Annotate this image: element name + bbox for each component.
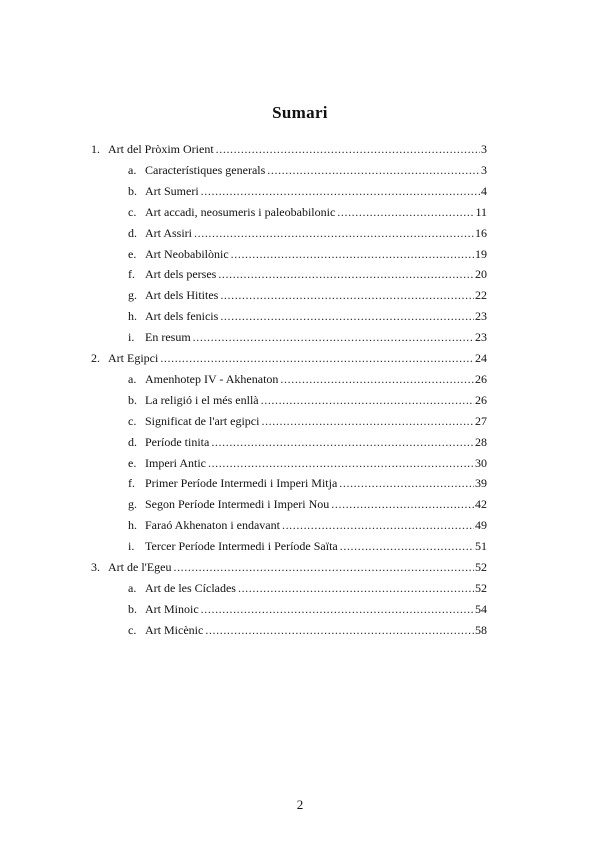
- toc-entry-page: 26: [475, 371, 487, 386]
- toc-entry-number: e.: [128, 455, 137, 470]
- toc-entry-label: Significat de l'art egipci: [145, 413, 260, 428]
- toc-entry-label: Art Micènic: [145, 622, 204, 637]
- toc-entry-page: 52: [475, 560, 487, 574]
- toc-entry-number: h.: [128, 309, 137, 324]
- toc-entry-line: [145, 494, 487, 514]
- toc-entry-label: Tercer Període Intermedi i Període Saïta: [145, 539, 338, 554]
- toc-entry-number: f.: [128, 267, 135, 282]
- toc-dot-leader: [194, 223, 474, 243]
- toc-entry-line: [108, 139, 487, 159]
- toc-entry[interactable]: [0, 181, 600, 201]
- toc-dot-leader: [261, 411, 474, 431]
- toc-entry-number: f.: [128, 476, 135, 491]
- toc-entry-label: Art Minoic: [145, 601, 199, 616]
- toc-dot-leader: [201, 181, 480, 201]
- toc-entry[interactable]: [0, 473, 600, 493]
- toc-entry-line: [145, 578, 487, 598]
- toc-dot-leader: [205, 620, 474, 640]
- toc-dot-leader: [216, 139, 480, 159]
- toc-entry-line: [145, 327, 487, 347]
- toc-entry[interactable]: [0, 620, 600, 640]
- toc-entry-page: 39: [475, 476, 487, 491]
- toc-dot-leader: [211, 432, 474, 452]
- toc-entry-line: [108, 557, 487, 577]
- toc-dot-leader: [160, 348, 474, 368]
- toc-entry-label: Segon Període Intermedi i Imperi Nou: [145, 497, 330, 512]
- toc-entry[interactable]: [0, 264, 600, 284]
- toc-entry-line: [145, 390, 487, 410]
- toc-entry-label: Faraó Akhenaton i endavant: [145, 518, 280, 533]
- toc-entry-line: [145, 432, 487, 452]
- toc-entry[interactable]: [0, 557, 600, 577]
- toc-entry[interactable]: [0, 348, 600, 368]
- toc-entry-number: b.: [128, 601, 137, 616]
- toc-entry-label: Art dels fenicis: [145, 309, 219, 324]
- toc-entry-label: Art Neobabilònic: [145, 246, 229, 261]
- toc-entry-page: 24: [475, 351, 487, 365]
- toc-entry-page: 23: [475, 309, 487, 324]
- toc-entry-line: [145, 620, 487, 640]
- toc-entry-number: i.: [128, 539, 135, 554]
- toc-entry[interactable]: [0, 515, 600, 535]
- toc-entry[interactable]: [0, 285, 600, 305]
- toc-entry-label: Primer Període Intermedi i Imperi Mitja: [145, 476, 338, 491]
- toc-entry-number: e.: [128, 246, 137, 261]
- toc-entry-label: La religió i el més enllà: [145, 392, 259, 407]
- toc-entry-label: Art de l'Egeu: [108, 560, 172, 574]
- toc-entry-label: Art dels perses: [145, 267, 217, 282]
- toc-entry-line: [145, 202, 487, 222]
- toc-entry-page: 4: [481, 183, 487, 198]
- toc-entry-page: 16: [475, 225, 487, 240]
- toc-entry[interactable]: [0, 494, 600, 514]
- toc-entry-line: [145, 599, 487, 619]
- page-title: Sumari: [272, 103, 328, 122]
- toc-dot-leader: [173, 557, 474, 577]
- toc-entry-line: [145, 473, 487, 493]
- toc-entry-label: Art accadi, neosumeris i paleobabilonic: [145, 204, 336, 219]
- toc-entry[interactable]: [0, 160, 600, 180]
- toc-dot-leader: [238, 578, 474, 598]
- toc-entry-number: b.: [128, 392, 137, 407]
- toc-entry-page: 3: [481, 162, 487, 177]
- toc-entry-number: 2.: [91, 351, 100, 365]
- toc-entry-number: a.: [128, 371, 137, 386]
- toc-entry-label: Art Sumeri: [145, 183, 199, 198]
- toc-entry-line: [145, 453, 487, 473]
- toc-entry[interactable]: [0, 432, 600, 452]
- toc-entry[interactable]: [0, 390, 600, 410]
- toc-entry-line: [145, 160, 487, 180]
- toc-entry[interactable]: [0, 453, 600, 473]
- toc-entry-number: 1.: [91, 142, 100, 156]
- toc-entry-page: 27: [475, 413, 487, 428]
- toc-entry[interactable]: [0, 327, 600, 347]
- toc-entry-number: a.: [128, 162, 137, 177]
- toc-entry[interactable]: [0, 536, 600, 556]
- toc-entry-page: 49: [475, 518, 487, 533]
- toc-entry-page: 51: [475, 539, 487, 554]
- toc-dot-leader: [220, 306, 474, 326]
- toc-entry[interactable]: [0, 578, 600, 598]
- toc-entry-page: 42: [475, 497, 487, 512]
- toc-entry-label: Art Assiri: [145, 225, 193, 240]
- toc-dot-leader: [201, 599, 474, 619]
- toc-entry-number: c.: [128, 204, 137, 219]
- toc-entry-page: 3: [481, 142, 487, 156]
- toc-entry-number: 3.: [91, 560, 100, 574]
- toc-entry-label: Art del Pròxim Orient: [108, 142, 214, 156]
- toc-dot-leader: [208, 453, 474, 473]
- toc-entry-page: 58: [475, 622, 487, 637]
- toc-entry[interactable]: [0, 139, 600, 159]
- toc-entry[interactable]: [0, 369, 600, 389]
- toc-entry[interactable]: [0, 202, 600, 222]
- toc-entry[interactable]: [0, 411, 600, 431]
- toc-dot-leader: [193, 327, 474, 347]
- toc-dot-leader: [218, 264, 474, 284]
- toc-dot-leader: [220, 285, 474, 305]
- toc-entry-page: 19: [475, 246, 487, 261]
- toc-entry-line: [145, 181, 487, 201]
- toc-dot-leader: [337, 202, 474, 222]
- toc-entry-line: [145, 515, 487, 535]
- toc-entry-page: 11: [475, 204, 487, 219]
- toc-entry-line: [145, 306, 487, 326]
- toc-dot-leader: [231, 244, 474, 264]
- toc-dot-leader: [280, 369, 474, 389]
- toc-entry-line: [145, 369, 487, 389]
- toc-entry-page: 54: [475, 601, 487, 616]
- toc-entry-label: Imperi Antic: [145, 455, 206, 470]
- toc-entry-label: En resum: [145, 330, 191, 345]
- toc-entry-label: Amenhotep IV - Akhenaton: [145, 371, 279, 386]
- toc-entry-page: 22: [475, 288, 487, 303]
- toc-entry-line: [145, 285, 487, 305]
- toc-entry-number: a.: [128, 580, 137, 595]
- toc-entry-number: d.: [128, 434, 137, 449]
- toc-dot-leader: [267, 160, 480, 180]
- toc-entry-label: Període tinita: [145, 434, 210, 449]
- toc-dot-leader: [282, 515, 474, 535]
- toc-entry-line: [145, 411, 487, 431]
- toc-entry-number: b.: [128, 183, 137, 198]
- toc-entry[interactable]: [0, 223, 600, 243]
- toc-entry-number: h.: [128, 518, 137, 533]
- toc-entry-line: [145, 223, 487, 243]
- toc-entry-page: 23: [475, 330, 487, 345]
- toc-entry-page: 52: [475, 580, 487, 595]
- toc-entry-label: Art dels Hitites: [145, 288, 219, 303]
- toc-entry[interactable]: [0, 306, 600, 326]
- toc-dot-leader: [261, 390, 474, 410]
- toc-entry-line: [145, 536, 487, 556]
- toc-entry[interactable]: [0, 599, 600, 619]
- toc-entry[interactable]: [0, 244, 600, 264]
- toc-entry-line: [145, 264, 487, 284]
- toc-entry-line: [108, 348, 487, 368]
- toc-entry-page: 28: [475, 434, 487, 449]
- toc-entry-page: 20: [475, 267, 487, 282]
- toc-entry-number: d.: [128, 225, 137, 240]
- toc-entry-number: g.: [128, 288, 137, 303]
- toc-entry-label: Art Egipci: [108, 351, 159, 365]
- toc-entry-number: i.: [128, 330, 135, 345]
- page-number: 2: [296, 797, 304, 812]
- toc-dot-leader: [331, 494, 474, 514]
- toc-entry-number: g.: [128, 497, 137, 512]
- toc-dot-leader: [339, 473, 474, 493]
- toc-entry-page: 30: [475, 455, 487, 470]
- toc-entry-line: [145, 244, 487, 264]
- toc-entry-page: 26: [475, 392, 487, 407]
- toc-entry-number: c.: [128, 413, 137, 428]
- toc-dot-leader: [340, 536, 474, 556]
- toc-entry-number: c.: [128, 622, 137, 637]
- toc-entry-label: Característiques generals: [145, 162, 266, 177]
- toc-entry-label: Art de les Cíclades: [145, 580, 236, 595]
